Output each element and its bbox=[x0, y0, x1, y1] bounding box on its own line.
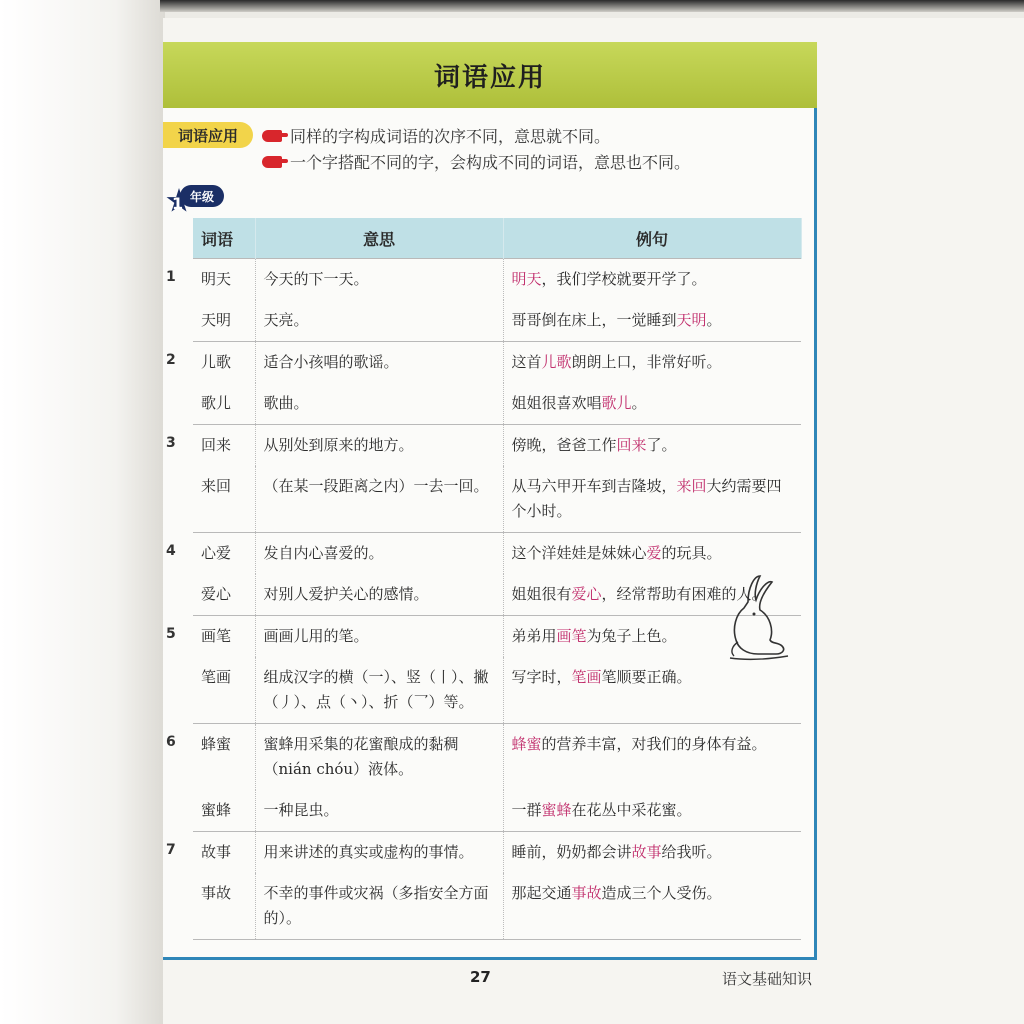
book-title: 语文基础知识 bbox=[722, 970, 813, 988]
example-text: 姐姐很喜欢唱 bbox=[511, 394, 602, 412]
example-text: 给我听。 bbox=[661, 843, 722, 861]
example-cell bbox=[503, 832, 801, 874]
example-text: 那起交通 bbox=[511, 884, 572, 902]
highlighted-word: 画笔 bbox=[556, 627, 587, 645]
highlighted-word: 来回 bbox=[676, 477, 707, 495]
highlighted-word: 歌儿 bbox=[601, 394, 632, 412]
pointing-hand-icon bbox=[262, 156, 282, 168]
rabbit-illustration bbox=[724, 572, 794, 664]
table-row bbox=[193, 425, 801, 467]
example-text: 姐姐很有 bbox=[511, 585, 572, 603]
word-cell: 心爱 bbox=[193, 533, 255, 575]
example-text: 了。 bbox=[646, 436, 677, 454]
highlighted-word: 事故 bbox=[571, 884, 602, 902]
highlighted-word: 故事 bbox=[631, 843, 662, 861]
page-title: 词语应用 bbox=[433, 62, 546, 93]
word-cell: 爱心 bbox=[193, 574, 255, 616]
meaning-cell: 天亮。 bbox=[255, 300, 503, 342]
example-text: 在花丛中采花蜜。 bbox=[571, 801, 692, 819]
word-cell: 笔画 bbox=[193, 657, 255, 724]
example-cell bbox=[503, 790, 801, 832]
table-row bbox=[193, 616, 801, 658]
rule-1 bbox=[262, 124, 610, 147]
meaning-cell: 不幸的事件或灾祸（多指安全方面的）。 bbox=[255, 873, 503, 940]
title-bar bbox=[163, 42, 817, 108]
example-cell bbox=[503, 724, 801, 791]
table-row bbox=[193, 533, 801, 575]
table-header-row bbox=[193, 218, 801, 259]
example-text: 的营养丰富，对我们的身体有益。 bbox=[541, 735, 767, 753]
highlighted-word: 蜂蜜 bbox=[511, 735, 542, 753]
example-cell bbox=[503, 657, 801, 724]
example-cell bbox=[503, 383, 801, 425]
header-example: 例句 bbox=[503, 218, 801, 259]
meaning-cell: 组成汉字的横（一）、竖（丨）、撇（丿）、点（丶）、折（乛）等。 bbox=[255, 657, 503, 724]
highlighted-word: 蜜蜂 bbox=[541, 801, 572, 819]
grade-label: 年级 bbox=[180, 185, 224, 207]
example-cell bbox=[503, 533, 801, 575]
word-cell: 画笔 bbox=[193, 616, 255, 658]
table-row bbox=[193, 300, 801, 342]
header-meaning: 意思 bbox=[255, 218, 503, 259]
table-row bbox=[193, 342, 801, 384]
group-number: 5 bbox=[166, 625, 176, 642]
example-cell bbox=[503, 300, 801, 342]
highlighted-word: 爱 bbox=[646, 544, 662, 562]
meaning-cell: 蜜蜂用采集的花蜜酿成的黏稠（nián chóu）液体。 bbox=[255, 724, 503, 791]
example-text: 造成三个人受伤。 bbox=[601, 884, 722, 902]
word-cell: 歌儿 bbox=[193, 383, 255, 425]
page-binding-shadow bbox=[0, 0, 165, 1024]
word-cell: 来回 bbox=[193, 466, 255, 533]
meaning-cell: （在某一段距离之内）一去一回。 bbox=[255, 466, 503, 533]
example-cell bbox=[503, 466, 801, 533]
table-row bbox=[193, 657, 801, 724]
table-row bbox=[193, 790, 801, 832]
meaning-cell: 今天的下一天。 bbox=[255, 259, 503, 301]
rule-2 bbox=[262, 150, 690, 173]
highlighted-word: 天明 bbox=[676, 311, 707, 329]
group-number: 3 bbox=[166, 434, 176, 451]
example-text: 傍晚，爸爸工作 bbox=[511, 436, 617, 454]
meaning-cell: 用来讲述的真实或虚构的事情。 bbox=[255, 832, 503, 874]
grade-digit: 1 bbox=[172, 194, 184, 213]
grade-badge bbox=[166, 182, 226, 216]
table-row bbox=[193, 466, 801, 533]
table-row bbox=[193, 873, 801, 940]
example-text: 这个洋娃娃是妹妹心 bbox=[511, 544, 647, 562]
table-row bbox=[193, 259, 801, 301]
table-row bbox=[193, 832, 801, 874]
example-text: 的玩具。 bbox=[661, 544, 722, 562]
example-text: ，经常帮助有困难的人。 bbox=[601, 585, 767, 603]
pointing-hand-icon bbox=[262, 130, 282, 142]
meaning-cell: 适合小孩唱的歌谣。 bbox=[255, 342, 503, 384]
example-text: 这首 bbox=[511, 353, 542, 371]
meaning-cell: 发自内心喜爱的。 bbox=[255, 533, 503, 575]
table-row bbox=[193, 724, 801, 791]
highlighted-word: 儿歌 bbox=[541, 353, 572, 371]
example-text: 睡前，奶奶都会讲 bbox=[511, 843, 632, 861]
example-text: 朗朗上口，非常好听。 bbox=[571, 353, 722, 371]
word-cell: 明天 bbox=[193, 259, 255, 301]
example-text: 笔顺要正确。 bbox=[601, 668, 692, 686]
rule-text: 一个字搭配不同的字，会构成不同的词语，意思也不同。 bbox=[290, 153, 691, 172]
example-text: ，我们学校就要开学了。 bbox=[541, 270, 707, 288]
example-text: 。 bbox=[706, 311, 722, 329]
example-text: 弟弟用 bbox=[511, 627, 557, 645]
word-cell: 蜜蜂 bbox=[193, 790, 255, 832]
example-text: 为兔子上色。 bbox=[586, 627, 677, 645]
page-number: 27 bbox=[470, 968, 491, 986]
meaning-cell: 对别人爱护关心的感情。 bbox=[255, 574, 503, 616]
example-cell bbox=[503, 425, 801, 467]
header-word: 词语 bbox=[193, 218, 255, 259]
word-cell: 回来 bbox=[193, 425, 255, 467]
example-text: 哥哥倒在床上，一觉睡到 bbox=[511, 311, 677, 329]
table-row bbox=[193, 574, 801, 616]
usage-tag: 词语应用 bbox=[163, 122, 253, 148]
table-row bbox=[193, 383, 801, 425]
highlighted-word: 笔画 bbox=[571, 668, 602, 686]
example-text: 写字时， bbox=[511, 668, 572, 686]
group-number: 4 bbox=[166, 542, 176, 559]
word-cell: 儿歌 bbox=[193, 342, 255, 384]
example-text: 大约需要四个小时。 bbox=[511, 477, 782, 520]
group-number: 6 bbox=[166, 733, 176, 750]
group-number: 2 bbox=[166, 351, 176, 368]
word-cell: 事故 bbox=[193, 873, 255, 940]
word-cell: 天明 bbox=[193, 300, 255, 342]
rule-text: 同样的字构成词语的次序不同，意思就不同。 bbox=[290, 127, 611, 146]
meaning-cell: 一种昆虫。 bbox=[255, 790, 503, 832]
group-number: 7 bbox=[166, 841, 176, 858]
meaning-cell: 歌曲。 bbox=[255, 383, 503, 425]
group-number: 1 bbox=[166, 268, 176, 285]
example-cell bbox=[503, 259, 801, 301]
highlighted-word: 回来 bbox=[616, 436, 647, 454]
word-table bbox=[193, 218, 802, 940]
highlighted-word: 明天 bbox=[511, 270, 542, 288]
word-cell: 蜂蜜 bbox=[193, 724, 255, 791]
example-text: 一群 bbox=[511, 801, 542, 819]
meaning-cell: 从别处到原来的地方。 bbox=[255, 425, 503, 467]
table-body bbox=[193, 259, 801, 940]
page-top-edge bbox=[160, 0, 1024, 12]
highlighted-word: 爱心 bbox=[571, 585, 602, 603]
example-text: 从马六甲开车到吉隆坡， bbox=[511, 477, 677, 495]
meaning-cell: 画画儿用的笔。 bbox=[255, 616, 503, 658]
example-cell bbox=[503, 873, 801, 940]
example-text: 。 bbox=[631, 394, 647, 412]
example-cell bbox=[503, 342, 801, 384]
word-cell: 故事 bbox=[193, 832, 255, 874]
